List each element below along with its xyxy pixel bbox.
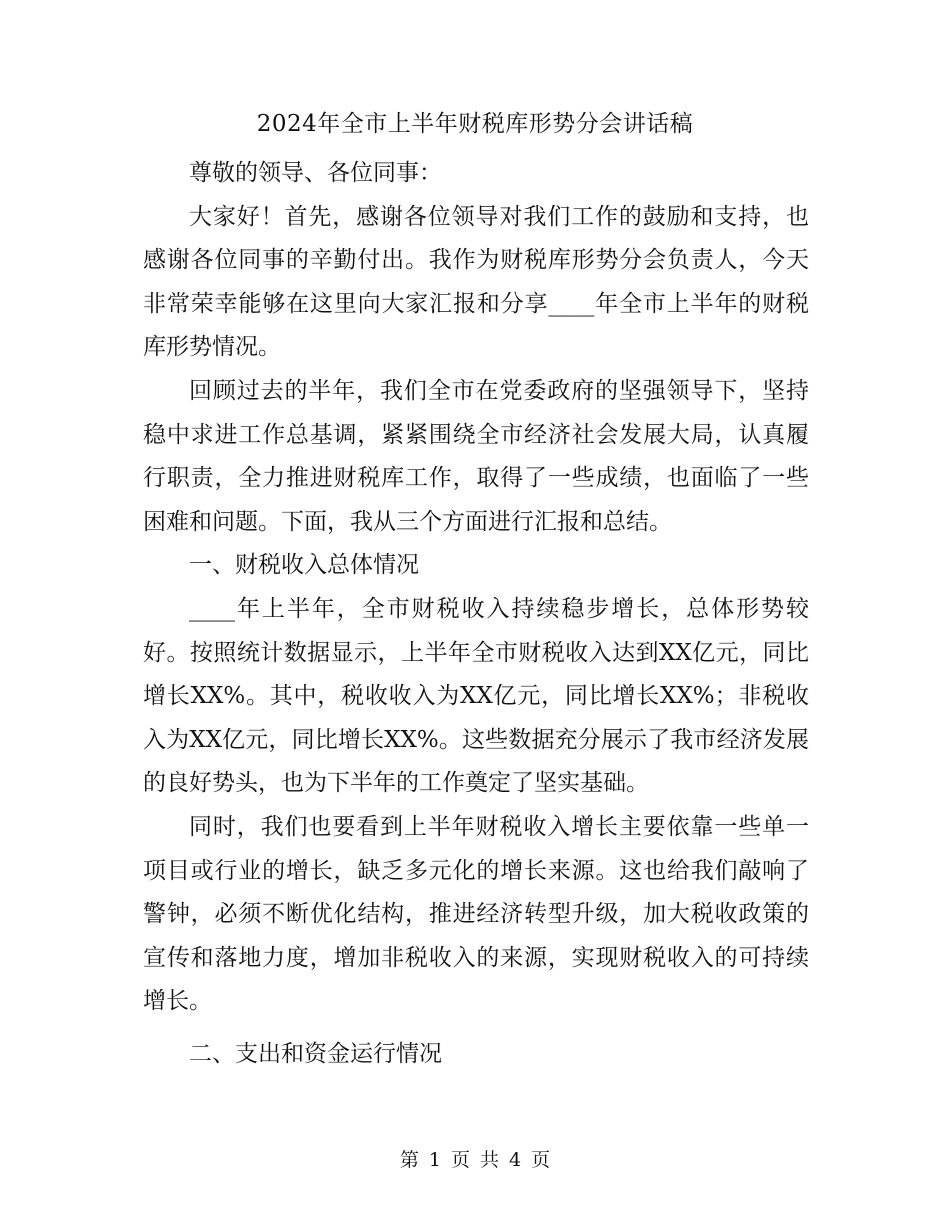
section-heading-revenue: 一、财税收入总体情况	[189, 552, 419, 579]
paragraph-review: 回顾过去的半年，我们全市在党委政府的坚强领导下，坚持稳中求进工作总基调，紧紧围绕全市经济社会发展大局，认真履行职责，全力推进财税库工作，取得了一些成绩，也面临了一些困难和问题。下面，我从三个方面进行汇报和总结。	[143, 377, 809, 535]
salutation: 尊敬的领导、各位同事：	[189, 160, 442, 186]
paragraph-revenue-concerns: 同时，我们也要看到上半年财税收入增长主要依靠一些单一项目或行业的增长，缺乏多元化的增长来源。这也给我们敲响了警钟，必须不断优化结构，推进经济转型升级，加大税收政策的宣传和落地力度，增加非税收入的来源，实现财税收入的可持续增长。	[143, 813, 809, 1015]
page-number-footer: 第 1 页 共 4 页	[399, 1149, 551, 1171]
paragraph-revenue-data: ____年上半年，全市财税收入持续稳步增长，总体形势较好。按照统计数据显示，上半年全市财税收入达到XX亿元，同比增长XX%。其中，税收收入为XX亿元，同比增长XX%；非税收入为XX亿元，同比增长XX%。这些数据充分展示了我市经济发展的良好势头，也为下半年的工作奠定了坚实基础。	[143, 595, 809, 797]
section-heading-expenditure: 二、支出和资金运行情况	[189, 1040, 442, 1067]
document-body	[143, 152, 809, 1076]
document-title: 2024年全市上半年财税库形势分会讲话稿	[256, 111, 694, 137]
paragraph-opening: 大家好！首先，感谢各位领导对我们工作的鼓励和支持，也感谢各位同事的辛勤付出。我作为财税库形势分会负责人，今天非常荣幸能够在这里向大家汇报和分享____年全市上半年的财税库形势情况。	[143, 203, 809, 361]
